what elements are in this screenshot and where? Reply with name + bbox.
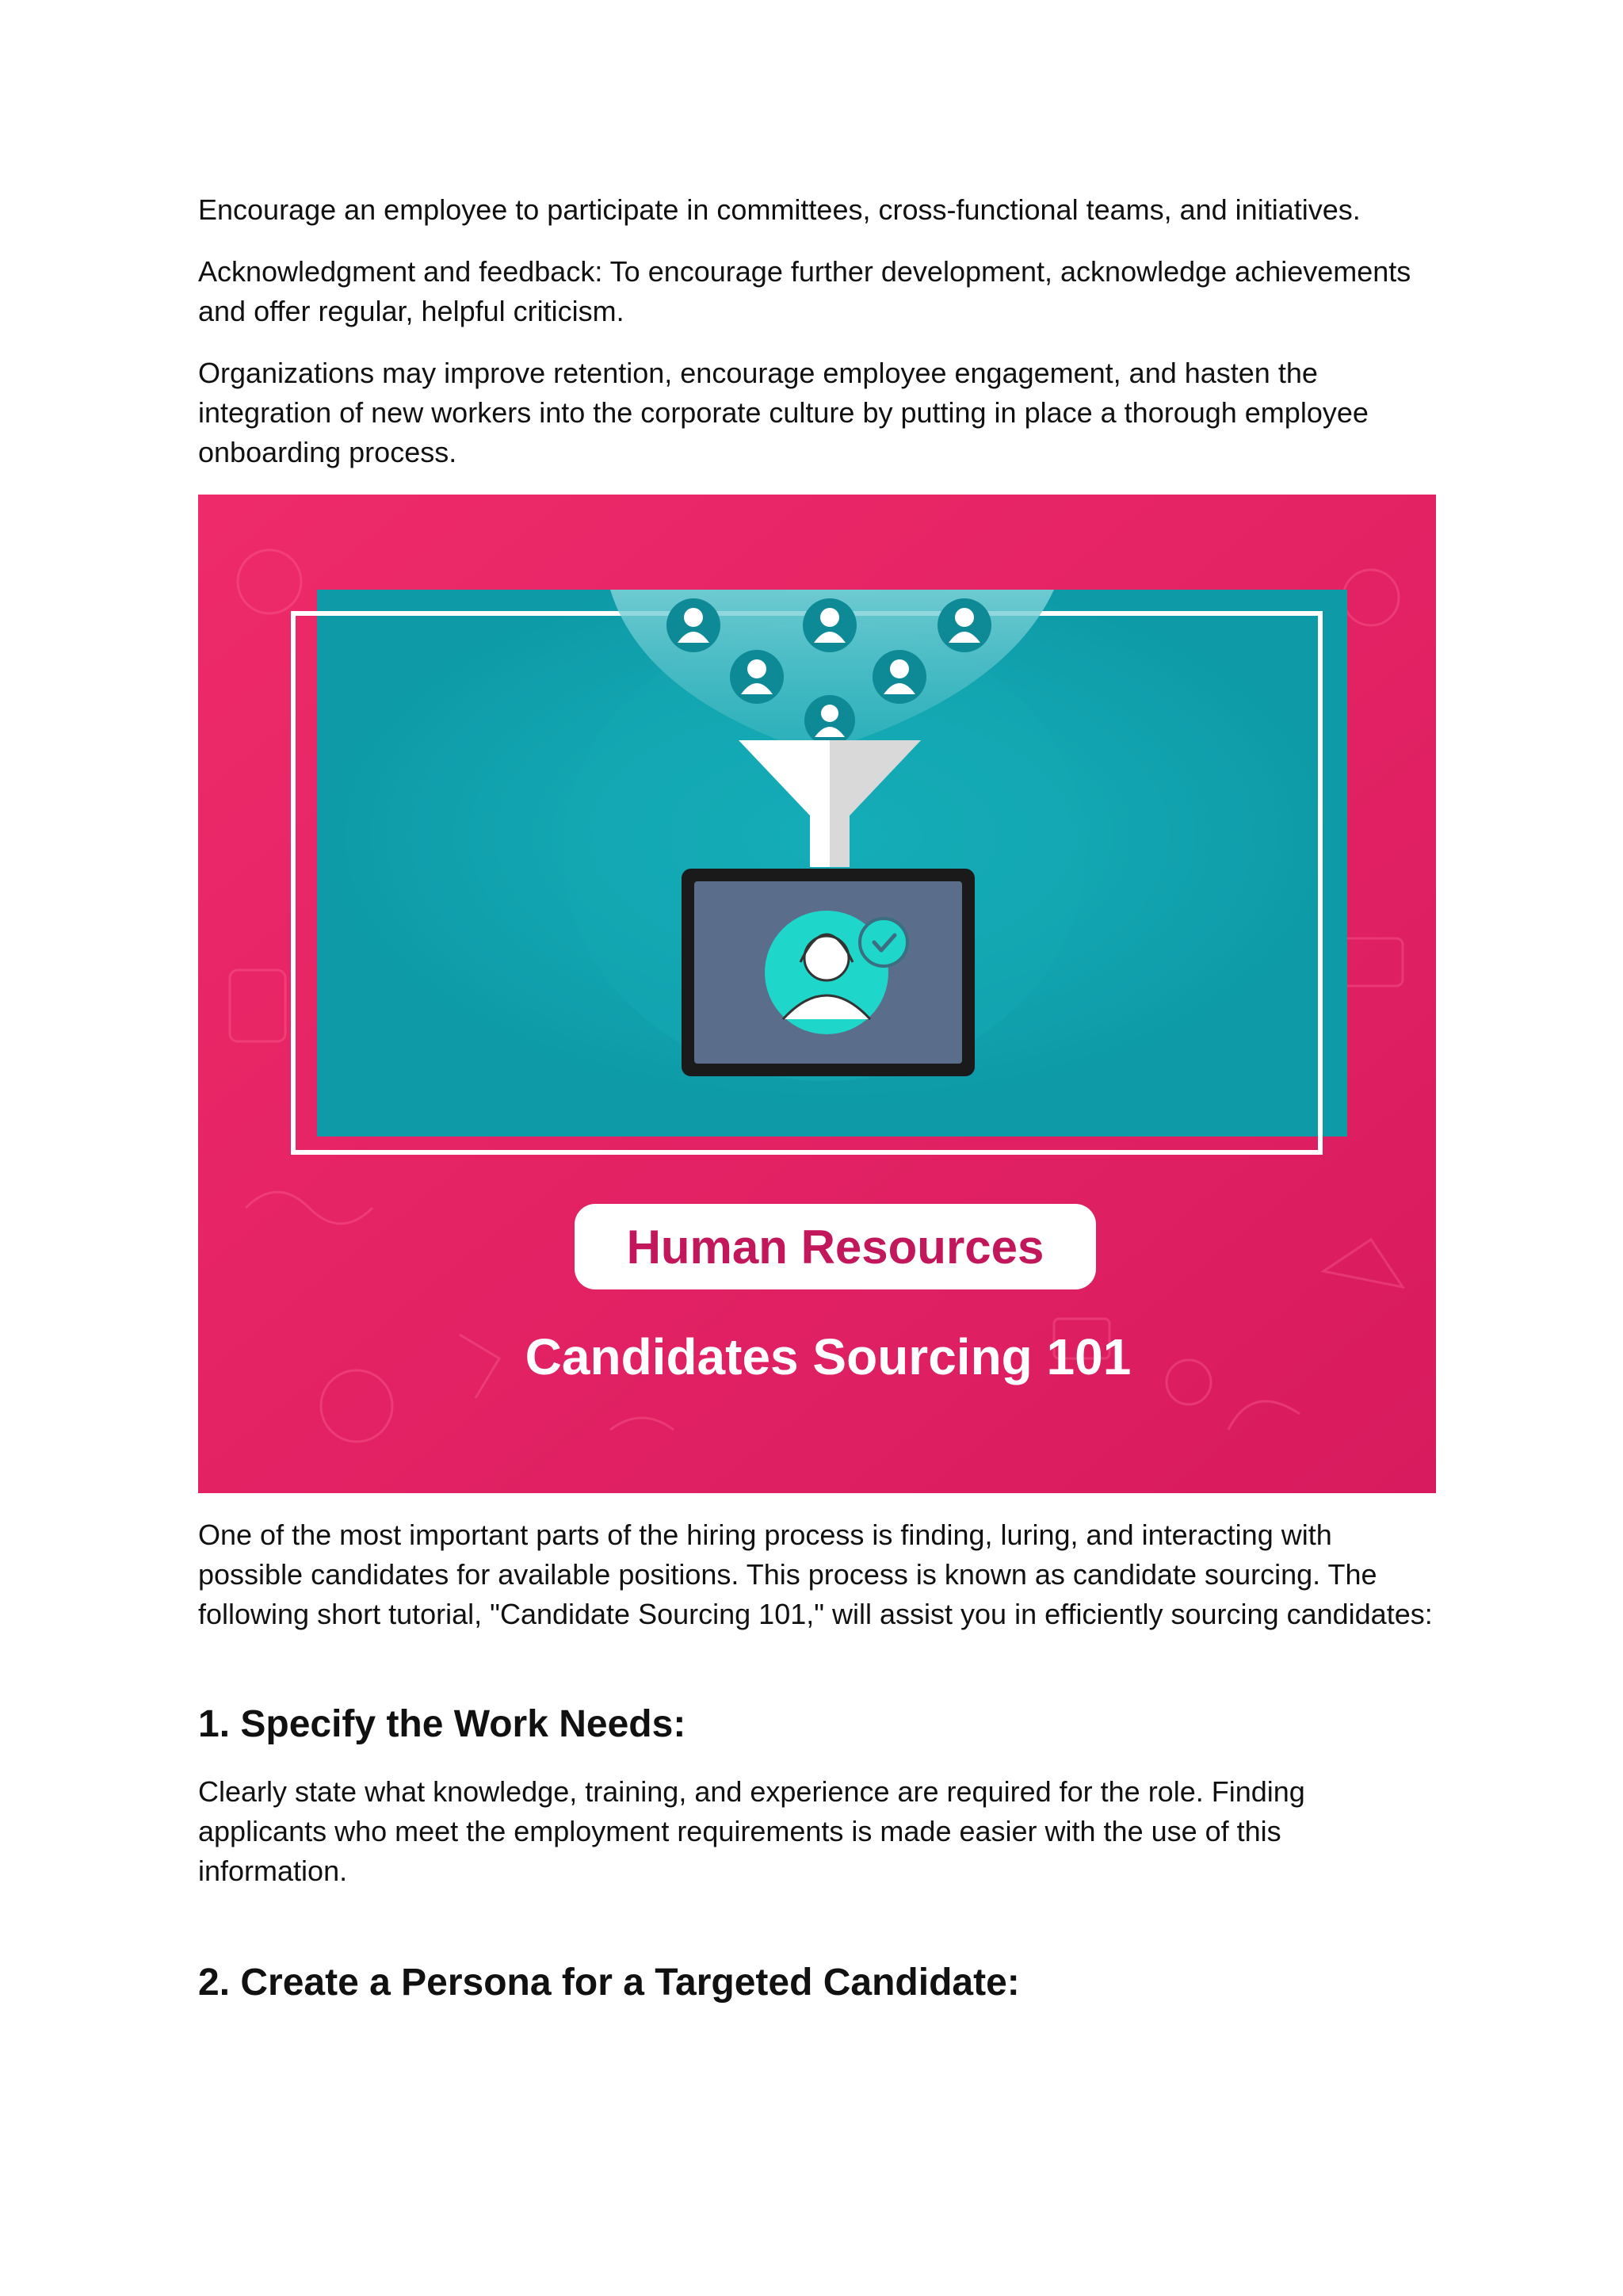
person-icon: [803, 598, 857, 652]
check-badge-icon: [860, 919, 907, 966]
section-heading-work-needs: 1. Specify the Work Needs:: [198, 1703, 686, 1745]
section-body-work-needs: Clearly state what knowledge, training, and experience are required for the role. Finding applicants who meet the employment requirements is made easier with the use of this information.: [198, 1775, 1305, 1887]
hero-image: [198, 495, 1436, 1493]
document-page: [198, 190, 1436, 2030]
human-resources-badge-text: Human Resources: [626, 1221, 1044, 1274]
person-icon: [804, 695, 855, 746]
paragraph-feedback: Acknowledgment and feedback: To encourage further development, acknowledge achievements and offer regular, helpful criticism.: [198, 255, 1411, 327]
person-icon: [873, 650, 926, 704]
person-icon: [730, 650, 784, 704]
section-heading-persona: 2. Create a Persona for a Targeted Candidate:: [198, 1962, 1020, 2004]
hero-caption: Candidates Sourcing 101: [525, 1328, 1132, 1385]
person-icon: [938, 598, 991, 652]
paragraph-onboarding: Organizations may improve retention, encourage employee engagement, and hasten the integration of new workers into the corporate culture by putting in place a thorough employee onboarding process.: [198, 357, 1369, 468]
paragraph-sourcing-intro: One of the most important parts of the hiring process is finding, luring, and interacting with possible candidates for available positions. This process is known as candidate sourcing. The following short tutorial, "Candidate Sourcing 101," will assist you in efficiently sourcing candidates:: [198, 1519, 1433, 1630]
person-icon: [666, 598, 720, 652]
monitor-icon: [682, 869, 975, 1076]
paragraph-committees: Encourage an employee to participate in committees, cross-functional teams, and initiatives.: [198, 193, 1361, 226]
